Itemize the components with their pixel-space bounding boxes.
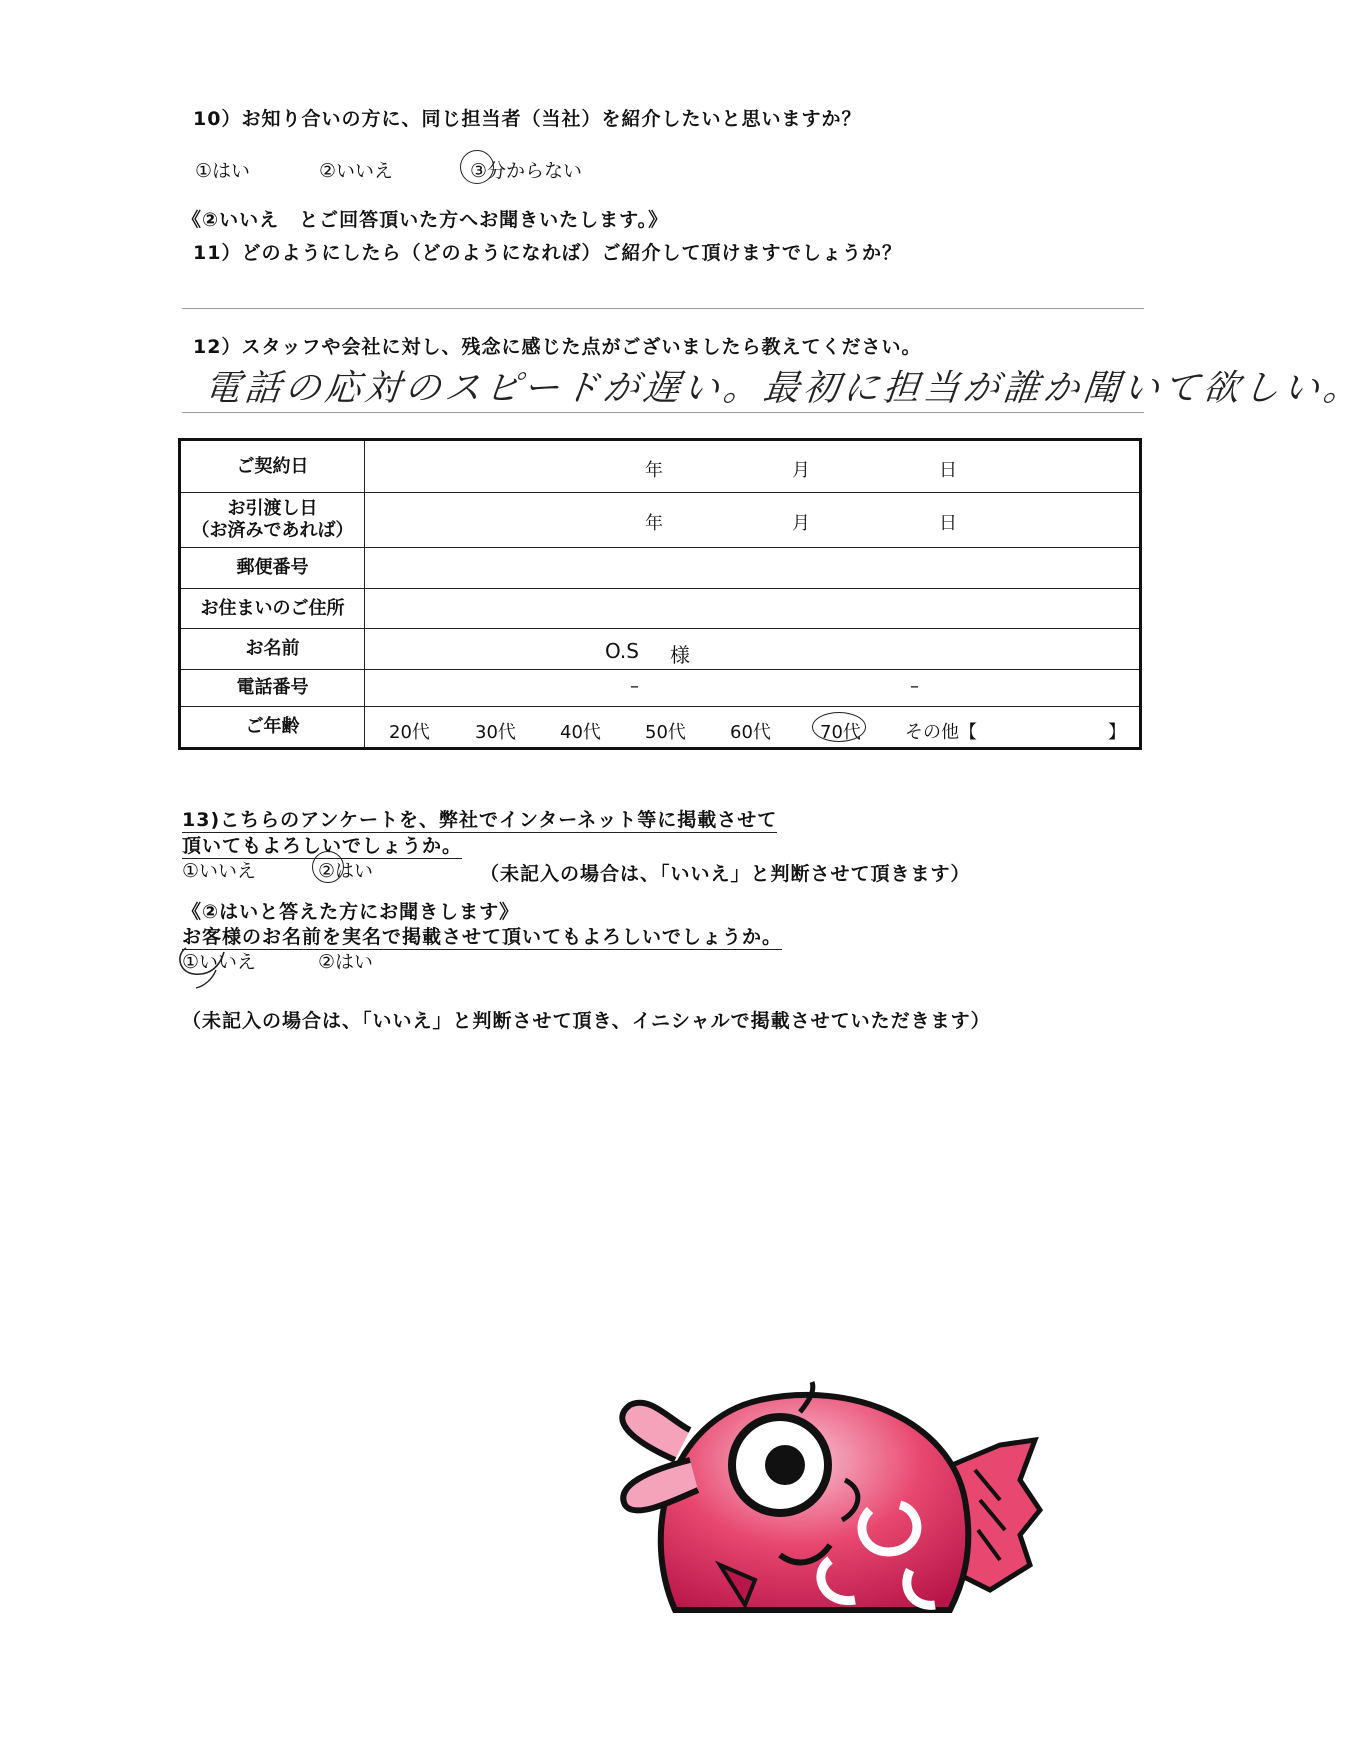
table-row-age bbox=[180, 707, 1141, 749]
age-field bbox=[365, 707, 1141, 749]
name-value: O.S bbox=[605, 639, 639, 663]
contract-year-unit: 年 bbox=[645, 460, 663, 481]
delivery-day-unit: 日 bbox=[939, 513, 957, 534]
table-row-delivery-date bbox=[180, 493, 1141, 548]
age-option-60s[interactable]: 60代 bbox=[730, 722, 771, 743]
label-name: お名前 bbox=[180, 629, 365, 670]
postal-code-field[interactable] bbox=[365, 548, 1141, 589]
q13-selection-circle bbox=[312, 851, 344, 883]
contract-month-unit: 月 bbox=[792, 460, 810, 481]
q12-answer-line bbox=[182, 412, 1144, 413]
label-delivery-date-main: お引渡し日 bbox=[227, 498, 318, 519]
red-sea-bream-mascot-icon bbox=[580, 1360, 1100, 1610]
name-field[interactable] bbox=[365, 629, 1141, 670]
q13-default-note: （未記入の場合は、「いいえ」と判断させて頂きます） bbox=[480, 863, 971, 885]
age-other-close-bracket: 】 bbox=[1108, 722, 1126, 743]
age-option-40s[interactable]: 40代 bbox=[560, 722, 601, 743]
q13-sub-option-no[interactable]: ①いいえ bbox=[182, 951, 257, 973]
table-row-address bbox=[180, 589, 1141, 629]
q13-option-no[interactable]: ①いいえ bbox=[182, 860, 257, 882]
table-row-phone bbox=[180, 670, 1141, 707]
q12-question: 12）スタッフや会社に対し、残念に感じた点がございましたら教えてください。 bbox=[193, 336, 922, 358]
q13-question-line1: 13)こちらのアンケートを、弊社でインターネット等に掲載させて bbox=[182, 805, 777, 833]
q13-sub-question: お客様のお名前を実名で掲載させて頂いてもよろしいでしょうか。 bbox=[182, 922, 782, 950]
q10-question: 10）お知り合いの方に、同じ担当者（当社）を紹介したいと思いますか？ bbox=[193, 108, 862, 130]
age-selection-circle bbox=[812, 712, 866, 742]
q13-option-yes[interactable]: ②はい bbox=[318, 860, 374, 882]
age-option-50s[interactable]: 50代 bbox=[645, 722, 686, 743]
phone-dash-2: – bbox=[910, 676, 919, 697]
delivery-year-unit: 年 bbox=[645, 513, 663, 534]
age-option-20s[interactable]: 20代 bbox=[389, 722, 430, 743]
q10-option-no[interactable]: ②いいえ bbox=[319, 160, 394, 182]
contract-date-field[interactable] bbox=[365, 440, 1141, 493]
q11-question: 11）どのようにしたら（どのようになれば）ご紹介して頂けますでしょうか？ bbox=[193, 242, 903, 264]
contract-day-unit: 日 bbox=[939, 460, 957, 481]
q13-question-line2: 頂いてもよろしいでしょうか。 bbox=[182, 831, 462, 859]
q10-option-yes[interactable]: ①はい bbox=[195, 160, 251, 182]
phone-dash-1: – bbox=[630, 676, 639, 697]
q13-sub-option-yes[interactable]: ②はい bbox=[318, 951, 374, 973]
q13-sub-note: 《②はいと答えた方にお聞きします》 bbox=[182, 901, 520, 923]
phone-field[interactable] bbox=[365, 670, 1141, 707]
q12-handwritten-answer[interactable]: 電話の応対のスピードが遅い。最初に担当が誰か聞いて欲しい。 bbox=[202, 368, 1366, 409]
q13-footer-note: （未記入の場合は、「いいえ」と判断させて頂き、イニシャルで掲載させていただきます） bbox=[182, 1010, 991, 1032]
label-contract-date: ご契約日 bbox=[180, 440, 365, 493]
label-delivery-date bbox=[180, 493, 365, 548]
age-option-70s[interactable]: 70代 bbox=[820, 722, 861, 743]
age-option-other[interactable]: その他【 bbox=[905, 722, 977, 743]
table-row-name bbox=[180, 629, 1141, 670]
q11-answer-line bbox=[182, 308, 1144, 309]
label-address: お住まいのご住所 bbox=[180, 589, 365, 629]
table-row-postal-code bbox=[180, 548, 1141, 589]
q10-option-unknown[interactable]: ③分からない bbox=[470, 160, 583, 182]
label-age: ご年齢 bbox=[180, 707, 365, 749]
delivery-month-unit: 月 bbox=[792, 513, 810, 534]
label-postal-code: 郵便番号 bbox=[180, 548, 365, 589]
table-row-contract-date bbox=[180, 440, 1141, 493]
q11-note: 《②いいえ とご回答頂いた方へお聞きいたします。》 bbox=[182, 209, 669, 231]
age-option-30s[interactable]: 30代 bbox=[475, 722, 516, 743]
label-phone: 電話番号 bbox=[180, 670, 365, 707]
customer-info-table bbox=[178, 438, 1142, 750]
q13-sub-selection-mark bbox=[176, 944, 256, 994]
name-honorific: 様 bbox=[670, 643, 690, 667]
label-delivery-date-sub: （お済みであれば） bbox=[191, 520, 354, 541]
delivery-date-field[interactable] bbox=[365, 493, 1141, 548]
q10-selection-circle bbox=[460, 150, 494, 184]
address-field[interactable] bbox=[365, 589, 1141, 629]
